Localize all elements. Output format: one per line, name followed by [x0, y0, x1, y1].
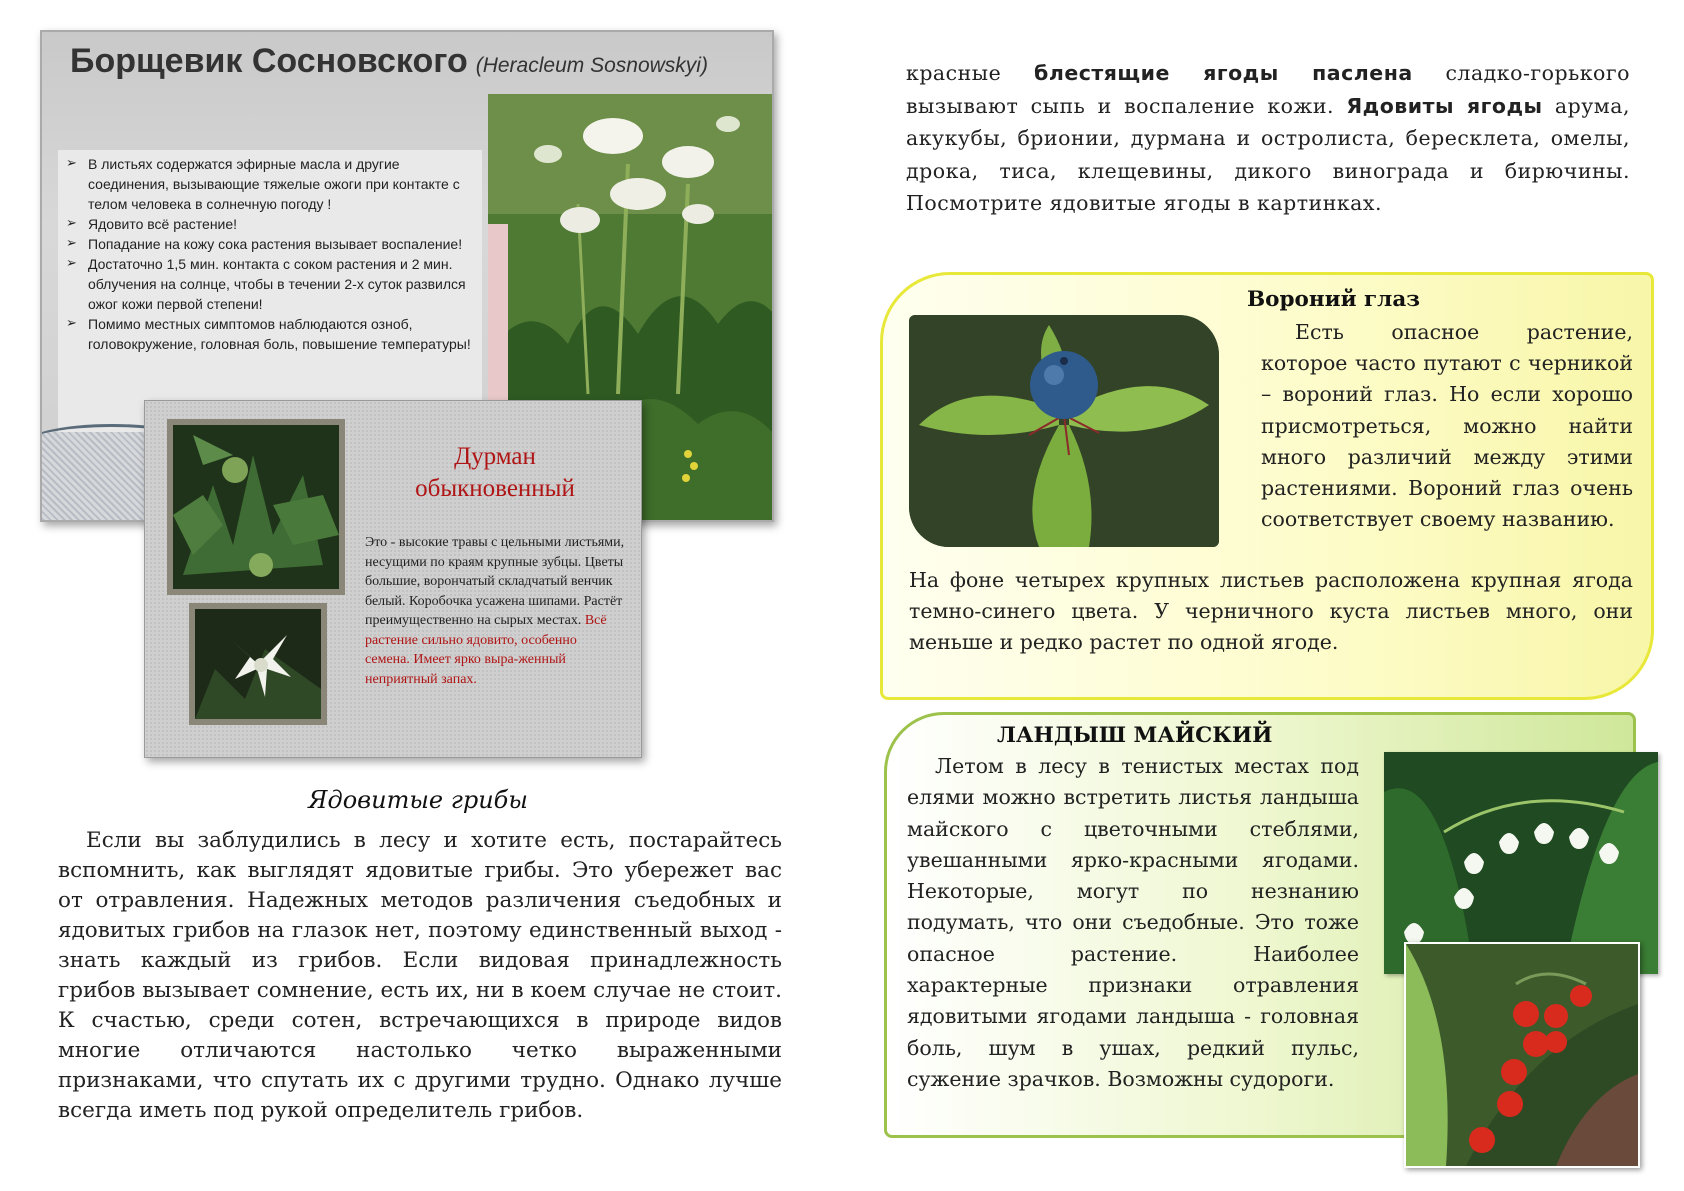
- datura-heading: [375, 441, 615, 505]
- lily-berries-photo: [1404, 942, 1640, 1168]
- datura-plant-photo: [173, 425, 339, 589]
- datura-slide: [144, 400, 642, 758]
- raven-eye-box: [880, 272, 1654, 700]
- datura-flower-photo: [195, 609, 321, 719]
- poisonous-berries-paragraph: [906, 57, 1630, 220]
- berries-bold: Ядовиты ягоды: [1346, 93, 1543, 118]
- raven-eye-title: Вороний глаз: [1247, 287, 1420, 312]
- mushrooms-title: Ядовитые грибы: [308, 786, 528, 814]
- lily-flowers-photo: [1384, 752, 1658, 974]
- datura-heading-line1: Дурман: [454, 443, 536, 470]
- hogweed-title: Борщевик Сосновского (Heracleum Sosnowskyi): [70, 42, 708, 80]
- datura-plant-photo-frame: [167, 419, 345, 595]
- lily-text: Летом в лесу в тенистых местах под елями можно встретить листья ландыша майского с цветочными стеблями, увешанными ярко-красными ягодами. Некоторые, могут по незнанию подумать, что они съедобные. Это тоже опасное растение. Наиболее характерные признаки отравления ядовитыми ягодами ландыша - головная боль, шум в ушах, редкий пульс, сужение зрачков. Возможны судороги.: [907, 754, 1359, 1091]
- berries-text: сладко-горького вызывают сыпь и воспаление кожи.: [906, 61, 1630, 118]
- hogweed-bullet-list: [58, 150, 482, 432]
- datura-desc-warning: Всё растение сильно ядовито, особенно семена. Имеет ярко выра-женный неприятный запах.: [365, 613, 607, 687]
- hogweed-latin-name: (Heracleum Sosnowskyi): [475, 54, 708, 77]
- hogweed-bullet: ➢ В листьях содержатся эфирные масла и другие соединения, вызывающие тяжелые ожоги при контакте с телом человека в солнечную погоду !: [66, 154, 474, 214]
- datura-desc-text: Это - высокие травы с цельными листьями, несущими по краям крупные зубцы. Цветы большие, ворончатый складчатый венчик белый. Коробочка усажена шипами. Растёт преимущественно на сырых местах.: [365, 535, 625, 628]
- hogweed-bullet: ➢ Помимо местных симптомов наблюдаются озноб, головокружение, головная боль, повышение температуры!: [66, 314, 474, 354]
- berries-bold: блестящие ягоды паслена: [1034, 61, 1413, 85]
- berries-text: красные: [906, 61, 1034, 85]
- berries-text: арума, акукубы, брионии, дурмана и остролиста, бересклета, омелы, дрока, тиса, клещевины, дикого винограда и бирючины. Посмотрите ядовитые ягоды в картинках.: [906, 93, 1630, 215]
- datura-description: [365, 533, 625, 689]
- mushrooms-text: Если вы заблудились в лесу и хотите есть, постарайтесь вспомнить, как выглядят ядовитые грибы. Это убережет вас от отравления. Надежных методов различения съедобных и ядовитых грибов на глазок нет, поэтому единственный выход - знать каждый из грибов. Если видовая принадлежность грибов вызывает сомнение, есть их, ни в коем случае не стоит. К счастью, среди сотен, встречающихся в природе видов многие отличаются настолько четко выраженными признаками, что спутать их с другими трудно. Однако лучше всегда иметь под рукой определитель грибов.: [58, 828, 782, 1123]
- hogweed-bullet: ➢ Попадание на кожу сока растения вызывает воспаление!: [66, 234, 474, 254]
- raven-eye-photo: [909, 315, 1219, 547]
- datura-flower-photo-frame: [189, 603, 327, 725]
- raven-eye-text-continued: На фоне четырех крупных листьев расположена крупная ягода темно-синего цвета. У черничного куста листьев много, они меньше и редко растет по одной ягоде.: [909, 568, 1633, 655]
- hogweed-bullet: ➢ Ядовито всё растение!: [66, 214, 474, 234]
- datura-heading-line2: обыкновенный: [415, 475, 575, 502]
- lily-title: ЛАНДЫШ МАЙСКИЙ: [997, 723, 1273, 748]
- hogweed-bullet: ➢ Достаточно 1,5 мин. контакта с соком растения и 2 мин. облучения на солнце, чтобы в течении 2-х суток развился ожог кожи первой степени!: [66, 254, 474, 314]
- raven-eye-text: Есть опасное растение, которое часто путают с черникой – вороний глаз. Но если хорошо присмотреться, можно найти много различий между этими растениями. Вороний глаз очень соответствует своему названию.: [1261, 320, 1633, 532]
